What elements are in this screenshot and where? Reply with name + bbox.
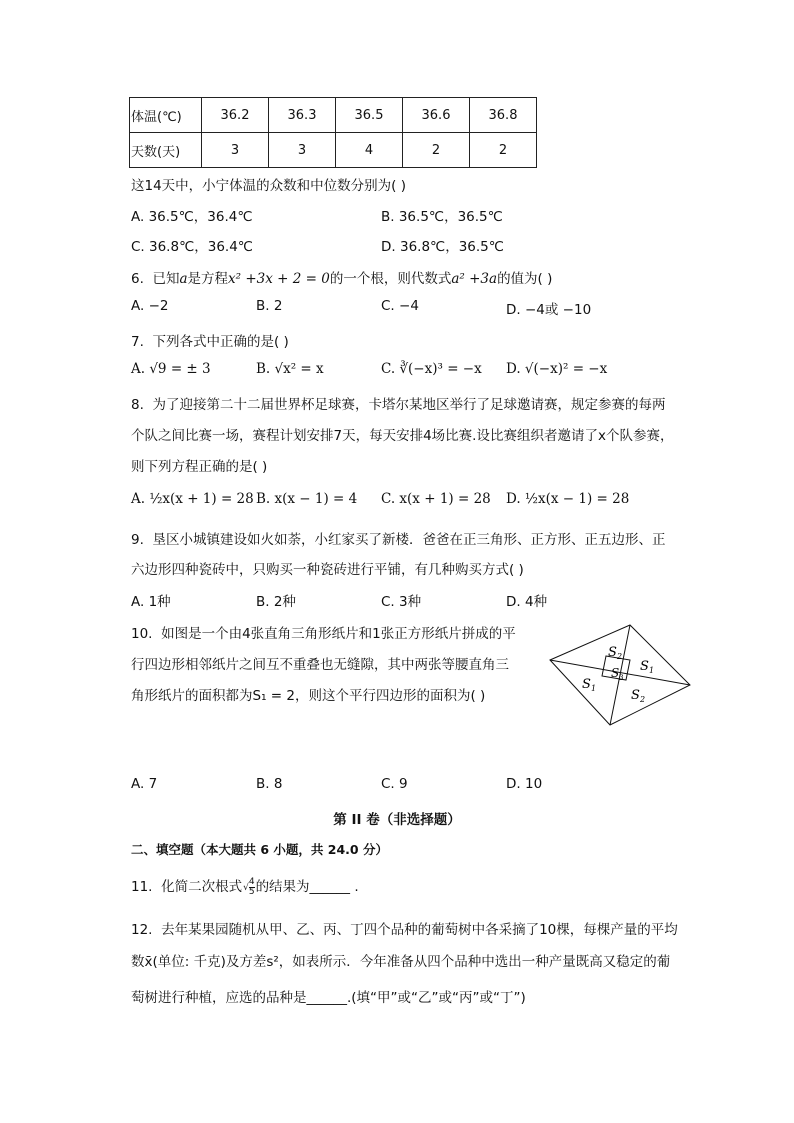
q11-text: 化简二次根式 [161,879,243,895]
q8-option-a: A. ½x(x + 1) = 28 [131,491,254,507]
q5-option-a: A. 36.5℃，36.4℃ [131,209,253,225]
q9-option-d: D. 4种 [506,594,548,610]
question-number: 10. [131,626,153,642]
label-s1-right: S [640,659,649,674]
table-cell: 2 [403,133,470,168]
q6-option-d: D. −4或 −10 [506,302,592,318]
q12-stem-line2: 数x̄(单位: 千克)及方差s²，如表所示．今年准备从四个品种中选出一种产量既高又稳定的葡 [131,954,671,970]
table-header: 天数(天) [130,133,202,168]
table-cell: 3 [269,133,336,168]
q11-stem [131,875,359,897]
temperature-table [129,97,537,168]
label-s3-center: S [611,666,620,680]
q10-stem-line1 [131,622,516,642]
q7-stem [131,330,289,350]
question-number: 12. [131,922,153,938]
part-title: 第 II 卷（非选择题） [333,812,461,828]
q9-stem-line2: 六边形四种瓷砖中，只购买一种瓷砖进行平铺，有几种购买方式( ) [131,562,524,578]
q8-option-c: C. x(x + 1) = 28 [381,491,491,507]
question-number: 7. [131,334,144,350]
q10-stem-line3: 角形纸片的面积都为S₁ = 2，则这个平行四边形的面积为( ) [131,688,486,704]
q6-option-a: A. −2 [131,298,169,314]
label-subscript: 2 [640,695,646,704]
q12-stem-line3: 萄树进行种植，应选的品种是______.(填“甲”或“乙”或“丙”或“丁”) [131,990,526,1006]
q9-option-b: B. 2种 [256,594,296,610]
q10-option-b: B. 8 [256,776,283,792]
q6-option-c: C. −4 [381,298,419,314]
q5-option-b: B. 36.5℃，36.5℃ [381,209,503,225]
q10-text: 如图是一个由4张直角三角形纸片和1张正方形纸片拼成的平 [161,626,516,642]
fraction-denominator: 5 [248,886,255,897]
q7-option-c: C. ∛(−x)³ = −x [381,361,482,377]
label-subscript: 1 [591,684,597,693]
q10-option-d: D. 10 [506,776,543,792]
q10-stem-line2: 行四边形相邻纸片之间互不重叠也无缝隙，其中两张等腰直角三 [131,657,509,673]
q5-option-d: D. 36.8℃，36.5℃ [381,239,504,255]
table-cell: 36.5 [336,98,403,133]
q5-option-c: C. 36.8℃，36.4℃ [131,239,253,255]
q9-option-c: C. 3种 [381,594,422,610]
q6-text: 是方程 [187,271,229,287]
q7-option-b: B. √x² = x [256,361,324,377]
question-number: 9. [131,532,144,548]
table-cell: 2 [470,133,537,168]
q8-stem-line2: 个队之间比赛一场，赛程计划安排7天，每天安排4场比赛.设比赛组织者邀请了x个队参赛， [131,428,674,444]
q8-option-b: B. x(x − 1) = 4 [256,491,358,507]
q5-stem: 这14天中，小宁体温的众数和中位数分别为( ) [131,178,407,194]
table-cell: 4 [336,133,403,168]
q6-text: 已知 [152,271,180,287]
question-number: 11. [131,879,153,895]
q6-var: a [179,271,188,287]
label-s2-top: S [608,645,617,660]
table-cell: 36.2 [202,98,269,133]
q6-expression: a² +3a [451,271,498,287]
parallelogram-figure [545,620,695,730]
table-row [130,133,537,168]
q6-option-b: B. 2 [256,298,283,314]
q10-option-a: A. 7 [131,776,158,792]
table-cell: 3 [202,133,269,168]
q9-stem-line1 [131,528,665,548]
table-row [130,98,537,133]
q6-equation: x² +3x + 2 = 0 [228,271,330,287]
table-cell: 36.3 [269,98,336,133]
q7-option-d: D. √(−x)² = −x [506,361,608,377]
question-number: 8. [131,397,144,413]
fraction-numerator: 4 [248,876,255,887]
q11-text: 的结果为______ . [255,879,359,895]
q8-text: 为了迎接第二十二届世界杯足球赛，卡塔尔某地区举行了足球邀请赛，规定参赛的每两 [152,397,666,413]
table-cell: 36.8 [470,98,537,133]
q12-stem-line1 [131,918,678,938]
radical-fraction: √ $\frac{4}{5}$ [243,876,255,897]
q8-option-d: D. ½x(x − 1) = 28 [506,491,630,507]
question-number: 6. [131,271,144,287]
section-heading: 二、填空题（本大题共 6 小题，共 24.0 分） [131,842,388,857]
q8-stem-line1 [131,393,665,413]
q6-text: 的一个根，则代数式 [329,271,452,287]
q9-option-a: A. 1种 [131,594,171,610]
label-subscript: 1 [649,666,655,675]
table-header: 体温(℃) [130,98,202,133]
q6-stem [131,267,552,287]
q12-text: 去年某果园随机从甲、乙、丙、丁四个品种的葡萄树中各采摘了10棵，每棵产量的平均 [161,922,678,938]
q6-text: 的值为( ) [497,271,553,287]
q7-text: 下列各式中正确的是( ) [152,334,289,350]
label-s1-left: S [582,677,591,692]
q8-stem-line3: 则下列方程正确的是( ) [131,459,268,475]
label-s2-bottom: S [631,688,640,703]
table-cell: 36.6 [403,98,470,133]
label-subscript: 3 [619,674,624,682]
q7-option-a: A. √9 = ± 3 [131,361,211,377]
q10-option-c: C. 9 [381,776,408,792]
label-subscript: 2 [617,652,623,661]
q9-text: 垦区小城镇建设如火如荼，小红家买了新楼．爸爸在正三角形、正方形、正五边形、正 [152,532,666,548]
